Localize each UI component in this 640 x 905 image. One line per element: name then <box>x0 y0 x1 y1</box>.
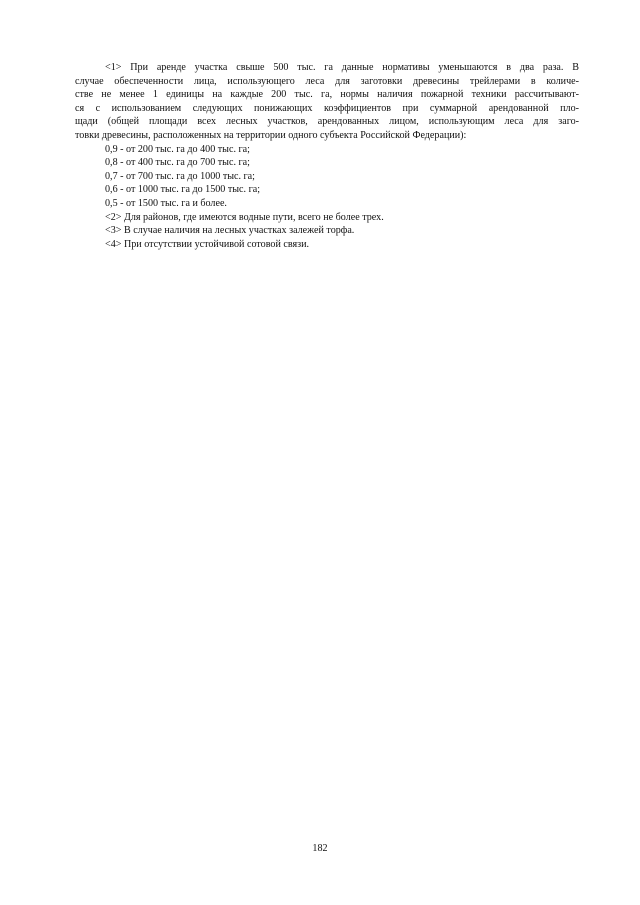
coefficient-item: 0,7 - от 700 тыс. га до 1000 тыс. га; <box>105 170 255 182</box>
footnote-3: <3> В случае наличия на лесных участках залежей торфа. <box>105 225 355 237</box>
footnote-1-line: <1> При аренде участка свыше 500 тыс. га данные нормативы уменьшаются в два раза. В <box>105 62 579 73</box>
coefficient-item: 0,8 - от 400 тыс. га до 700 тыс. га; <box>105 157 250 169</box>
coefficient-list <box>75 143 579 211</box>
footnote-1 <box>75 61 579 143</box>
coefficient-item: 0,9 - от 200 тыс. га до 400 тыс. га; <box>105 143 250 155</box>
footnote-1-line: стве не менее 1 единицы на каждые 200 тыс. га, нормы наличия пожарной техники рассчитывают- <box>75 89 579 101</box>
footnote-2: <2> Для районов, где имеются водные пути, всего не более трех. <box>105 211 384 223</box>
footnotes-block <box>75 61 579 251</box>
page-number: 182 <box>312 843 328 854</box>
footnote-4: <4> При отсутствии устойчивой сотовой связи. <box>105 238 310 250</box>
footnote-1-line: ся с использованием следующих понижающих коэффициентов при суммарной арендованной пло- <box>75 102 579 114</box>
footnote-1-line: товки древесины, расположенных на территории одного субъекта Российской Федерации): <box>75 129 467 141</box>
coefficient-item: 0,5 - от 1500 тыс. га и более. <box>105 197 227 209</box>
footnote-1-line: щади (общей площади всех лесных участков, арендованных лицом, использующим леса для заго- <box>75 116 579 128</box>
coefficient-item: 0,6 - от 1000 тыс. га до 1500 тыс. га; <box>105 184 261 196</box>
footnote-1-line: случае обеспеченности лица, использующего леса для заготовки древесины трейлерами в количе- <box>75 75 579 87</box>
